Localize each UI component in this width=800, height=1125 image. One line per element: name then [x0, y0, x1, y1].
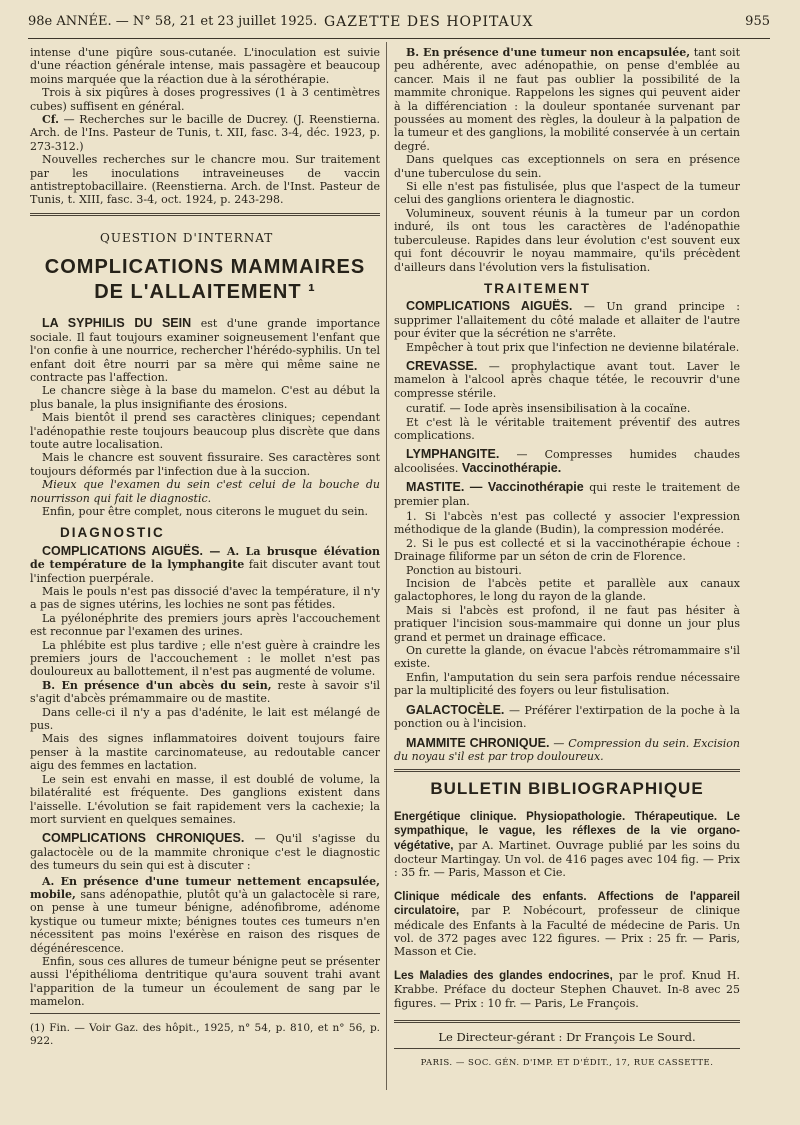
issue-info: 98e ANNÉE. — N° 58, 21 et 23 juillet 1925.	[28, 14, 318, 29]
section-title: DIAGNOSTIC	[60, 525, 165, 541]
paragraph: Mais bientôt il prend ses caractères cliniques; cependant l'adénopathie reste toujours beaucoup plus discrète que dans toute autre localisation.	[30, 411, 380, 451]
paragraph: CREVASSE. — prophylactique avant tout. Laver le mamelon à l'alcool après chaque tétée, le recouvrir d'une compresse stérile.	[394, 358, 740, 400]
paragraph: La phlébite est plus tardive ; elle n'est guère à craindre les premiers jours de l'accouchement : le mollet n'est pas douloureux au ballottement, il n'est pas augmenté de volume.	[30, 638, 380, 679]
reference-paragraph: Nouvelles recherches sur le chancre mou. Sur traitement par les inoculations intraveineuses de vaccin antistreptobacillaire. (Reenstierna. Arch. de l'Inst. Pasteur de Tunis, t. XIII, fasc. 3-4, oct. 1924, p. 243-298.	[30, 153, 380, 207]
section-rule	[30, 213, 380, 216]
paragraph: curatif. — Iode après insensibilisation à la cocaïne.	[406, 402, 691, 416]
section-heading: MAMMITE CHRONIQUE.	[406, 735, 550, 750]
paragraph: Le sein est envahi en masse, il est doublé de volume, la bilatéralité est fréquente. Des ganglions existent dans l'aisselle. L'évolution se fait rapidement vers la cachexie; la mort survient en quelques semaines.	[30, 772, 380, 826]
section-heading: CREVASSE.	[406, 358, 478, 373]
header-rule	[28, 38, 770, 39]
paragraph: On curette la glande, on évacue l'abcès rétromammaire s'il existe.	[394, 644, 740, 671]
section-title: TRAITEMENT	[484, 280, 591, 296]
section-heading: COMPLICATIONS AIGUËS.	[406, 299, 573, 314]
paragraph: Ponction au bistouri.	[406, 563, 522, 577]
paragraph: Empêcher à tout prix que l'infection ne devienne bilatérale.	[406, 340, 740, 354]
reference-text: — Recherches sur le bacille de Ducrey. (J. Reenstierna. Arch. de l'Ins. Pasteur de Tunis, t. XII, fasc. 3-4, déc. 1923, p. 273-312.)	[30, 113, 380, 153]
paragraph: Enfin, sous ces allures de tumeur bénigne peut se présenter aussi l'épithélioma dentritique qu'aura souvent trahi avant l'apparition de la tumeur un écoulement de sang par le mamelon.	[30, 954, 380, 1009]
paragraph: MAMMITE CHRONIQUE. — Compression du sein. Excision du noyau s'il est par trop douloureux.	[394, 735, 740, 763]
section-rule	[394, 769, 740, 772]
section-heading: GALACTOCÈLE.	[406, 702, 505, 717]
paragraph: Si elle n'est pas fistulisée, plus que l'aspect de la tumeur celui des ganglions orientera le diagnostic.	[394, 180, 740, 207]
page-number: 955	[745, 14, 770, 29]
journal-title: GAZETTE DES HOPITAUX	[324, 14, 534, 30]
paragraph: 1. Si l'abcès n'est pas collecté y associer l'expression méthodique de la glande (Budin), la compression modérée.	[394, 510, 740, 537]
cf-lead: Cf.	[42, 113, 59, 127]
director-signature: Le Directeur-gérant : Dr François Le Sourd.	[438, 1030, 696, 1044]
article-title-line: COMPLICATIONS MAMMAIRES	[44, 256, 366, 279]
paragraph: Mais le chancre est souvent fissuraire. Ses caractères sont toujours déformés par l'infection due à la succion.	[30, 451, 380, 478]
paragraph: Dans quelques cas exceptionnels on sera en présence d'une tuberculose du sein.	[394, 153, 740, 180]
paragraph: Enfin, l'amputation du sein sera parfois rendue nécessaire par la multiplicité des foyers ou leur fistulisation.	[394, 670, 740, 698]
paragraph: Et c'est là le véritable traitement préventif des autres complications.	[394, 415, 740, 442]
paragraph: COMPLICATIONS CHRONIQUES. — Qu'il s'agisse du galactocèle ou de la mammite chronique c'est le diagnostic des tumeurs du sein qui est à discuter :	[30, 831, 380, 873]
paragraph: LYMPHANGITE. — Compresses humides chaudes alcoolisées. Vaccinothérapie.	[394, 447, 740, 475]
column-divider	[386, 42, 387, 1090]
paragraph: Le chancre siège à la base du mamelon. C'est au début la plus banale, la plus insignifiante des érosions.	[30, 384, 380, 411]
bibliography-entry: Les Maladies des glandes endocrines, par le prof. Knud H. Krabbe. Préface du docteur Stephen Chauvet. In-8 avec 25 figures. — Prix : 10 fr. — Paris, Le François.	[394, 968, 740, 1010]
section-heading: LA SYPHILIS DU SEIN	[42, 316, 192, 331]
article-title-line: DE L'ALLAITEMENT ¹	[94, 281, 316, 304]
section-heading: COMPLICATIONS AIGUËS.	[42, 543, 203, 558]
left-column	[30, 46, 380, 1048]
paragraph: 2. Si le pus est collecté et si la vaccinothérapie échoue : Drainage filiforme par un séton de crin de Florence.	[394, 536, 740, 564]
paragraph: Mais le pouls n'est pas dissocié d'avec la température, il n'y a pas de signes utérins, les lochies ne sont pas fétides.	[30, 585, 380, 612]
section-heading: MASTITE.	[406, 480, 465, 495]
paragraph: Mais si l'abcès est profond, il ne faut pas hésiter à pratiquer l'incision sous-mammaire qui donne un jour plus grand et permet un drainage efficace.	[394, 603, 740, 644]
paragraph: Enfin, pour être complet, nous citerons le muguet du sein.	[42, 504, 369, 518]
footnote-rule	[30, 1013, 380, 1014]
paragraph: MASTITE. — Vaccinothérapie qui reste le traitement de premier plan.	[394, 480, 740, 508]
page-header	[28, 10, 770, 34]
reference-paragraph	[30, 113, 380, 153]
paragraph: Mieux que l'examen du sein c'est celui de la bouche du nourrisson qui fait le diagnostic.	[30, 478, 380, 505]
printer-rule	[394, 1048, 740, 1049]
paragraph: Trois à six piqûres à doses progressives (1 à 3 centimètres cubes) suffisent en général.	[30, 86, 380, 113]
bulletin-title: BULLETIN BIBLIOGRAPHIQUE	[430, 779, 704, 799]
bibliography-entry: Clinique médicale des enfants. Affections de l'appareil circulatoire, par P. Nobécourt, professeur de clinique médicale des Enfants à la Faculté de médecine de Paris. Un vol. de 372 pages avec 122 figures. — Prix : 25 fr. — Paris, Masson et Cie.	[394, 890, 740, 959]
paragraph: Dans celle-ci il n'y a pas d'adénite, le lait est mélangé de pus.	[30, 705, 380, 733]
paragraph: GALACTOCÈLE. — Préférer l'extirpation de la poche à la ponction ou à l'incision.	[394, 702, 740, 731]
paragraph: La pyélonéphrite des premiers jours après l'accouchement est reconnue par l'examen des urines.	[30, 611, 380, 639]
paragraph: Volumineux, souvent réunis à la tumeur par un cordon induré, ils ont tous les caractères de l'adénopathie tuberculeuse. Rapides dans leur évolution c'est souvent eux qui font découvrir le noyau mammaire, qu'ils précèdent d'ailleurs dans l'évolution vers la fistulisation.	[394, 206, 740, 274]
bibliography-entry: Energétique clinique. Physiopathologie. Thérapeutique. Le sympathique, le vague, les réflexes de la vie organo-végétative, par A. Martinet. Ouvrage publié par les soins du docteur Martingay. Un vol. de 416 pages avec 104 fig. — Prix : 35 fr. — Paris, Masson et Cie.	[394, 810, 740, 880]
footnote: (1) Fin. — Voir Gaz. des hôpit., 1925, n° 54, p. 810, et n° 56, p. 922.	[30, 1021, 380, 1047]
section-heading: LYMPHANGITE.	[406, 447, 500, 462]
paragraph: COMPLICATIONS AIGUËS. — A. La brusque élévation de température de la lymphangite fait discuter avant tout l'infection puerpérale.	[30, 543, 381, 585]
paragraph: intense d'une piqûre sous-cutanée. L'inoculation est suivie d'une réaction générale intense, mais passagère et beaucoup moins marquée que la réaction due à la sérothérapie.	[30, 46, 380, 86]
signature-rule	[394, 1020, 740, 1023]
paragraph: LA SYPHILIS DU SEIN est d'une grande importance sociale. Il faut toujours examiner soigneusement l'enfant que l'on confie à une nourrice, rechercher l'hérédo-syphilis. Un tel enfant doit être nourri par sa mère qui même saine ne contracte pas l'affection.	[30, 316, 380, 384]
paragraph: B. En présence d'un abcès du sein, reste à savoir s'il s'agit d'abcès prémammaire ou de mastite.	[30, 678, 380, 706]
article-title	[30, 255, 380, 305]
paragraph: COMPLICATIONS AIGUËS. — Un grand principe : supprimer l'allaitement du côté malade et allaiter de l'autre pour éviter que la sécrétion ne s'arrête.	[394, 299, 740, 341]
paragraph: Mais des signes inflammatoires doivent toujours faire penser à la mastite carcinomateuse, au redoutable cancer aigu des femmes en lactation.	[30, 732, 380, 773]
printer-line: PARIS. — SOC. GÉN. D'IMP. ET D'ÉDIT., 17, RUE CASSETTE.	[420, 1058, 714, 1069]
paragraph: B. En présence d'une tumeur non encapsulée, tant soit peu adhérente, avec adénopathie, on pense d'emblée au cancer. Mais il ne faut pas oublier la possibilité de la mammite chronique. Rappelons les signes qui peuvent aider à la différenciation : la douleur spontanée survenant par poussées au moment des règles, la douleur à la palpation de la tumeur et des ganglions, la mobilité conservée à un certain degré.	[394, 46, 740, 153]
paragraph: Incision de l'abcès petite et parallèle aux canaux galactophores, le long du rayon de la glande.	[394, 577, 740, 604]
paragraph: A. En présence d'une tumeur nettement encapsulée, mobile, sans adénopathie, plutôt qu'à un galactocèle si rare, on pense à une tumeur bénigne, adénofibrome, adénome kystique ou tumeur mixte; bénignes toutes ces tumeurs n'en nécessitent pas moins l'exérèse en raison des risques de dégénérescence.	[30, 874, 380, 955]
right-column	[394, 46, 740, 1071]
section-heading: COMPLICATIONS CHRONIQUES.	[42, 831, 245, 846]
rubric-title: QUESTION D'INTERNAT	[100, 230, 274, 245]
